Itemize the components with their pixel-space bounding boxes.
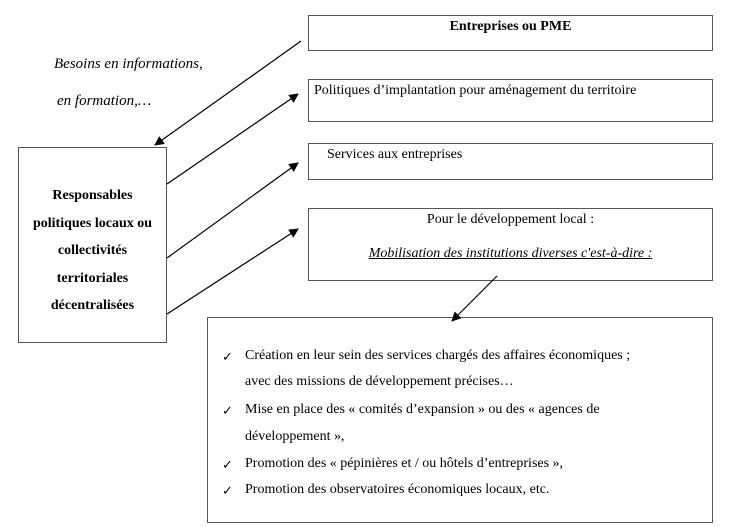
politiques-label: Politiques d’implantation pour aménagement du territoire — [314, 83, 637, 98]
arrow-to-services — [167, 163, 298, 258]
left-box-line-2: politiques locaux ou — [32, 216, 153, 231]
services-label: Services aux entreprises — [327, 147, 463, 162]
left-box-line-4: territoriales — [56, 271, 129, 286]
bullet-1-line-1: Création en leur sein des services chargés des affaires économiques ; — [245, 348, 631, 363]
entreprises-label: Entreprises ou PME — [449, 19, 572, 34]
arrow-developpement-to-institutions — [452, 276, 497, 321]
arrow-to-developpement — [167, 229, 298, 314]
arrow-entreprises-to-authorities — [155, 41, 301, 145]
bullet-1-line-2: avec des missions de développement précises… — [245, 374, 514, 389]
developpement-title: Pour le développement local : — [426, 212, 595, 227]
check-icon: ✓ — [222, 403, 233, 418]
arrow-to-politiques — [167, 94, 298, 184]
left-box-line-1: Responsables — [52, 188, 133, 203]
annotation-line-2: en formation,… — [57, 93, 152, 109]
bullet-4-line-1: Promotion des observatoires économiques locaux, etc. — [245, 482, 550, 497]
check-icon: ✓ — [222, 483, 233, 498]
left-box-line-5: décentralisées — [50, 298, 135, 313]
bullet-3-line-1: Promotion des « pépinières et / ou hôtels d’entreprises », — [245, 456, 564, 471]
developpement-subtitle: Mobilisation des institutions diverses c'est-à-dire : — [368, 246, 653, 261]
bullet-2-line-1: Mise en place des « comités d’expansion » ou des « agences de — [245, 402, 600, 417]
annotation-line-1: Besoins en informations, — [54, 56, 203, 72]
bullet-2-line-2: développement », — [245, 429, 345, 444]
check-icon: ✓ — [222, 457, 233, 472]
check-icon: ✓ — [222, 349, 233, 364]
left-box-line-3: collectivités — [57, 243, 128, 258]
